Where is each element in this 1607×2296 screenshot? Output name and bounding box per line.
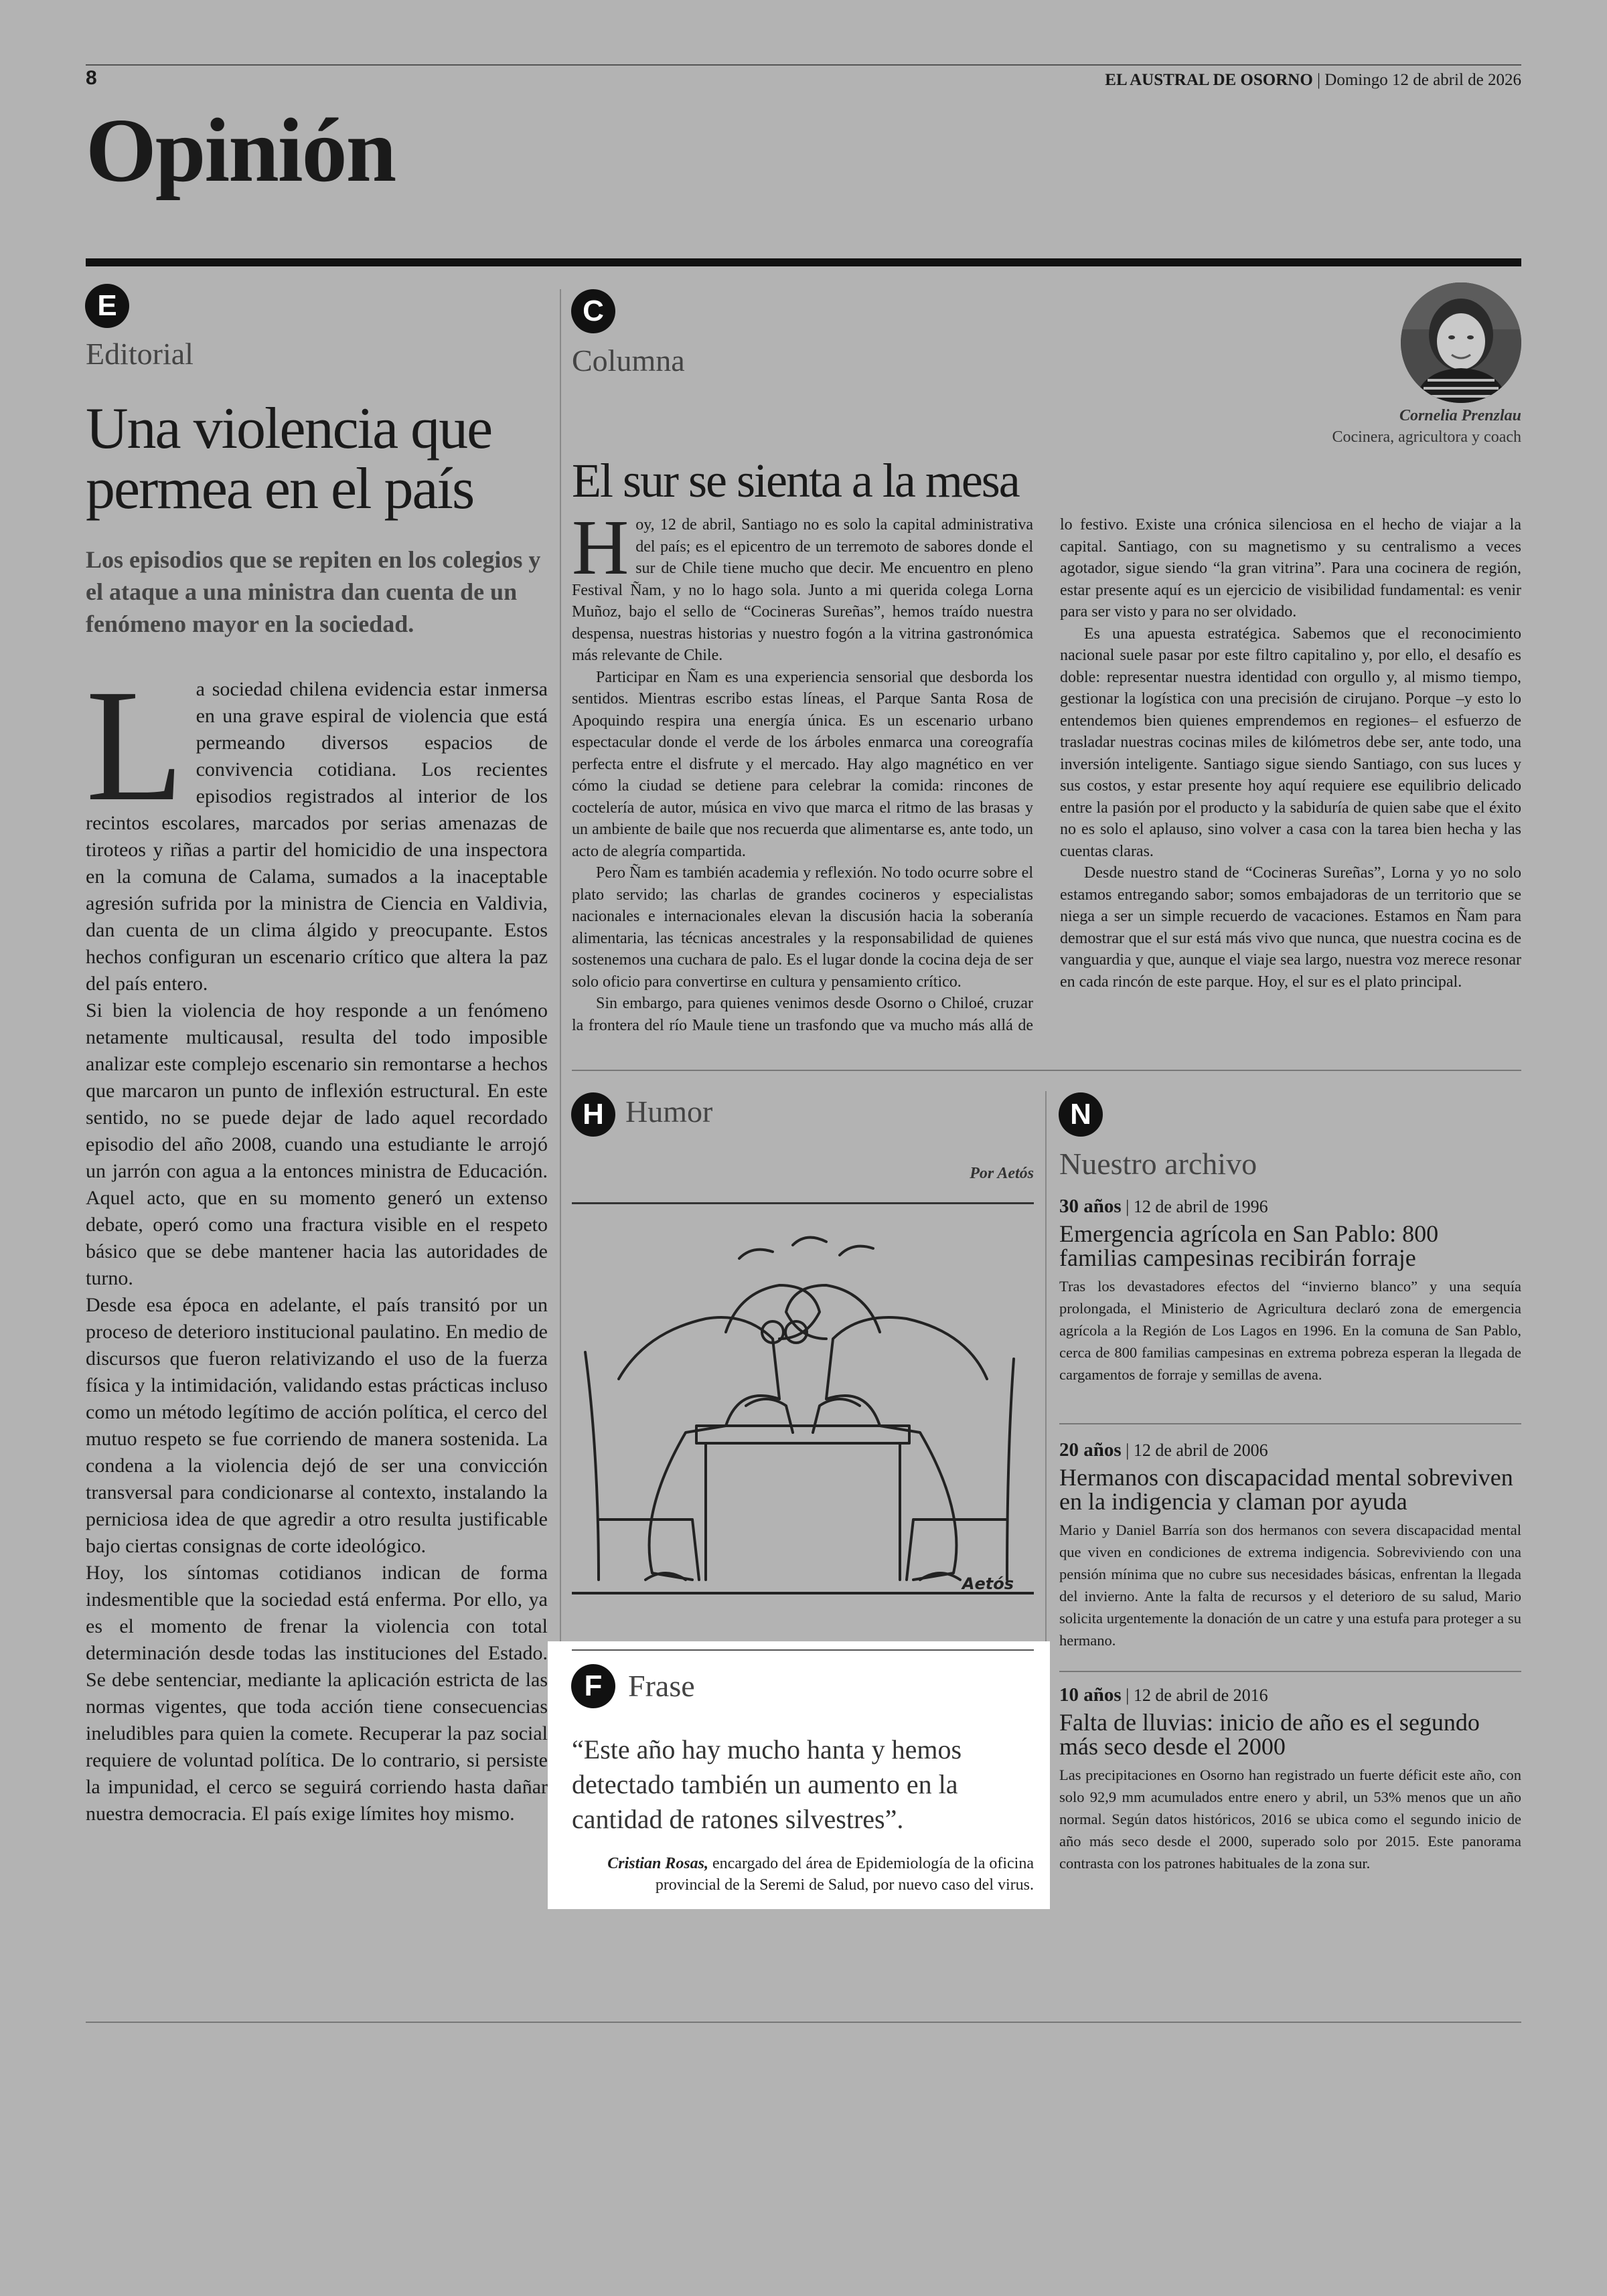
- archive-badge-icon: N: [1059, 1092, 1103, 1137]
- section-title: Opinión: [86, 100, 396, 201]
- archive-divider: [1059, 1671, 1521, 1672]
- column-headline: El sur se sienta a la mesa: [572, 454, 1019, 507]
- archive-item-header: 30 años | 12 de abril de 1996: [1059, 1196, 1268, 1217]
- column-bottom-rule: [572, 1070, 1521, 1071]
- frase-attribution: [572, 1853, 1034, 1896]
- archive-item-body: Las precipitaciones en Osorno han registrado un fuerte déficit este año, con solo 92,9 mm acumulados entre enero y abril, un 53% menos que un año normal. Según datos históricos, 2016 se ubica como el segundo inicio de año más seco desde el 2000, superado solo por 2015. Este panorama contrasta con los patrones habituales de la zona sur.: [1059, 1767, 1521, 1872]
- archive-years: 20 años: [1059, 1439, 1122, 1461]
- archive-date: 12 de abril de 2016: [1133, 1686, 1268, 1705]
- column-body: [572, 503, 1521, 1053]
- editorial-paragraph: Hoy, los síntomas cotidianos indican de forma indesmentible que la sociedad está enferma. Por ello, ya es el momento de frenar la violencia con total determinación desde todas las instituciones del Estado. Se debe sentenciar, mediante la aplicación estricta de las normas vigentes, que toda acción tiene consecuencias ineludibles para quien la comete. Recuperar la paz social requiere de voluntad política. De lo contrario, si persiste la impunidad, el cerco se seguirá corriendo hasta dañar nuestra democracia. El país exige límites hoy mismo.: [86, 1562, 548, 1825]
- masthead-separator: |: [1317, 71, 1321, 89]
- frase-top-rule: [572, 1649, 1034, 1651]
- frase-attribution-name: Cristian Rosas,: [607, 1855, 708, 1872]
- editorial-paragraph: Desde esa época en adelante, el país transitó por un proceso de deterioro institucional paulatino. En medio de discursos que fueron relativizando el uso de la fuerza física y la intimidación, validando estas prácticas incluso como un método legítimo de acción política, el cerco del mutuo respeto se fue corriendo de manera sostenida. La condena a la violencia dejó de ser una convicción transversal para condicionarse al contexto, instalando la perniciosa idea de que agredir a otro resulta justificable bajo ciertas consignas de corte ideológico.: [86, 1294, 548, 1557]
- page-number: 8: [86, 67, 97, 89]
- archive-item-body: Tras los devastadores efectos del “invierno blanco” y una sequía prolongada, el Ministerio de Agricultura declaró zona de emergencia agrícola a la Región de Los Lagos en 1996. En la comuna de San Pablo, cerca de 800 familias campesinas en extrema pobreza esperan la llegada de cargamentos de forraje y semillas de avena.: [1059, 1278, 1521, 1383]
- archive-item: [1059, 1684, 1521, 1874]
- editorial-paragraph: a sociedad chilena evidencia estar inmersa en una grave espiral de violencia que está permeando diversos espacios de convivencia cotidiana. Los recientes episodios registrados al interior de los recintos escolares, marcados por serias amenazas de tiroteos y riñas a partir del homicidio de una inspectora en la comuna de Calama, sumados a la inaceptable agresión sufrida por la ministra de Ciencia en Valdivia, dan cuenta de un clima álgido y preocupante. Estos hechos configuran un escenario crítico que altera la paz del país entero.: [86, 678, 548, 995]
- archive-item: [1059, 1196, 1521, 1386]
- frase-label: Frase: [628, 1669, 695, 1703]
- column-paragraph: Participar en Ñam es una experiencia sensorial que desborda los sentidos. Mientras escribo estas líneas, el Parque Santa Rosa de Apoquindo respira una energía única. Es un escenario urbano espectacular donde el verde de los árboles enmarca una coreografía perfecta entre el disfrute y el mercado. Hay algo magnético en ver cómo la ciudad se detiene para celebrar la comida: rincones de coctelería de autor, música en vivo que marca el ritmo de las brasas y un ambiente de baile que nos recuerda que alimentarse es, ante todo, un acto de alegría compartida.: [572, 668, 1033, 860]
- column-paragraph: Pero Ñam es también academia y reflexión. No todo ocurre sobre el plato servido; las charlas de grandes cocineros y especialistas nacionales e internacionales elevan la discusión hacia la soberanía alimentaria, las técnicas ancestrales y la responsabilidad de quienes sostenemos una cuchara de palo. Es el lugar donde la cocina deja de ser solo oficio para convertirse en cultura y pensamiento crítico.: [572, 864, 1033, 991]
- humor-label: Humor: [625, 1094, 713, 1129]
- archive-years: 10 años: [1059, 1684, 1122, 1706]
- column-badge-icon: C: [571, 289, 615, 333]
- frase-attribution-text: encargado del área de Epidemiología de la oficina provincial de la Seremi de Salud, por nuevo caso del virus.: [655, 1855, 1034, 1894]
- humor-rule: [572, 1202, 1034, 1204]
- page-bottom-rule: [86, 2022, 1521, 2023]
- humor-cartoon: [572, 1232, 1034, 1607]
- publication-date: Domingo 12 de abril de 2026: [1324, 71, 1521, 89]
- archive-item-header: 20 años | 12 de abril de 2006: [1059, 1439, 1268, 1461]
- column-label: Columna: [572, 343, 685, 378]
- column-paragraph-text: oy, 12 de abril, Santiago no es solo la capital administrativa del país; es el epicentro de un terremoto de sabores donde el sur de Chile tiene mucho que decir. Me encuentro en pleno Festival Ñam, y no lo hago sola. Junto a mi querida colega Lorna Muñoz, bajo el sello de “Cocineras Sureñas”, hemos traído nuestra despensa, nuestras historias y nuestro fogón a la vitrina gastronómica más relevante de Chile.: [572, 516, 1033, 664]
- archive-date: 12 de abril de 2006: [1133, 1441, 1268, 1460]
- editorial-label: Editorial: [86, 337, 194, 371]
- frase-badge-icon: F: [571, 1664, 615, 1708]
- column-paragraph: Desde nuestro stand de “Cocineras Sureñas”, Lorna y yo no solo estamos entregando sabor; somos embajadoras de un territorio que se niega a ser un simple recuerdo de vacaciones. Estamos en Ñam para demostrar que el sur está más vivo que nunca, que nuestra cocina es de vanguardia y que, aunque el viaje sea largo, nuestra voz merece resonar en cada rincón de este parque. Hoy, el sur es el plato principal.: [1060, 864, 1521, 991]
- archive-divider: [1059, 1423, 1521, 1424]
- cartoon-drawing-icon: [572, 1232, 1034, 1607]
- editorial-headline: Una violencia que permea en el país: [86, 396, 492, 521]
- author-name: Cornelia Prenzlau: [1399, 407, 1521, 424]
- archive-item-title: Falta de lluvias: inicio de año es el segundo más seco desde el 2000: [1059, 1709, 1480, 1760]
- archive-item-header: 10 años | 12 de abril de 2016: [1059, 1684, 1268, 1706]
- editorial-badge-icon: E: [85, 284, 129, 328]
- archive-item-title: Emergencia agrícola en San Pablo: 800 familias campesinas recibirán forraje: [1059, 1220, 1439, 1271]
- archive-label: Nuestro archivo: [1059, 1147, 1257, 1181]
- editorial-body: [86, 656, 548, 1827]
- author-avatar: [1401, 282, 1521, 403]
- archive-item: [1059, 1439, 1521, 1651]
- publication-name: EL AUSTRAL DE OSORNO: [1105, 71, 1313, 89]
- column-paragraph: [572, 503, 1033, 667]
- archive-years: 30 años: [1059, 1196, 1122, 1217]
- archive-date: 12 de abril de 1996: [1133, 1197, 1268, 1216]
- editorial-lead: Los episodios que se repiten en los colegios y el ataque a una ministra dan cuenta de un fenómeno mayor en la sociedad.: [86, 546, 541, 637]
- frase-quote: “Este año hay mucho hanta y hemos detectado también un aumento en la cantidad de ratones silvestres”.: [572, 1734, 962, 1834]
- cartoon-signature: Aetós: [962, 1574, 1014, 1593]
- humor-byline: Por Aetós: [970, 1165, 1034, 1182]
- editorial-paragraph: Si bien la violencia de hoy responde a un fenómeno netamente multicausal, resulta del todo imposible analizar este complejo escenario sin remontarse a hechos que marcaron un punto de inflexión estructural. En este sentido, no se puede dejar de lado aquel recordado episodio del año 2008, cuando una estudiante le arrojó un jarrón con agua a la entonces ministra de Educación. Aquel acto, que en su momento generó un extenso debate, operó como una fractura visible en el respeto básico que se debe mantener hacia las autoridades de turno.: [86, 999, 548, 1289]
- archive-item-title: Hermanos con discapacidad mental sobreviven en la indigencia y claman por ayuda: [1059, 1464, 1513, 1515]
- header-thick-rule: [86, 258, 1521, 266]
- header-top-rule: [86, 64, 1521, 66]
- author-role: Cocinera, agricultora y coach: [1332, 428, 1521, 446]
- column-paragraph: Es una apuesta estratégica. Sabemos que el reconocimiento nacional suele pasar por este filtro capitalino y, por ello, el desafío es doble: representar nuestra identidad con orgullo y, al mismo tiempo, gestionar la logística con una precisión de cirujano. Porque –y esto lo entendemos bien quienes emprendemos en regiones– el esfuerzo de trasladar nuestras cocinas miles de kilómetros debe ser, ante todo, una inversión inteligente. Santiago sigue siendo Santiago, con sus luces y sus costos, y estar presente hoy aquí requiere ese equilibrio delicado entre la pasión por el producto y la sabiduría de quien sabe que el éxito no es solo el aplauso, sino volver a casa con la tarea bien hecha y las cuentas claras.: [1060, 625, 1521, 860]
- editorial-dropcap: L: [86, 656, 184, 834]
- archive-item-body: Mario y Daniel Barría son dos hermanos con severa discapacidad mental que viven en condiciones de extrema indigencia. Sobreviviendo con una pensión mínima que no cubre sus necesidades básicas, enfrentan la llegada del invierno. Ante la falta de recursos y el deterioro de su salud, Mario solicita urgentemente la donación de un catre y una estufa para proteger a su hermano.: [1059, 1522, 1521, 1649]
- column-dropcap: H: [572, 503, 629, 591]
- author-portrait-icon: [1401, 282, 1521, 403]
- column-paragraph: Sin embargo, para quienes venimos desde Osorno o Chiloé, cruzar la frontera del río Maule tiene un trasfondo que va mucho más allá de lo festivo. Existe una crónica silenciosa en el hecho de viajar a la capital. Santiago, con su magnetismo y su centralismo a veces agotador, sigue siendo “la gran vitrina”. Para una cocinera de región, estar presente aquí es un ejercicio de visibilidad fundamental: es venir para ser visto y para no ser olvidado.: [572, 516, 1521, 1034]
- masthead: [1105, 71, 1521, 90]
- humor-badge-icon: H: [571, 1092, 615, 1137]
